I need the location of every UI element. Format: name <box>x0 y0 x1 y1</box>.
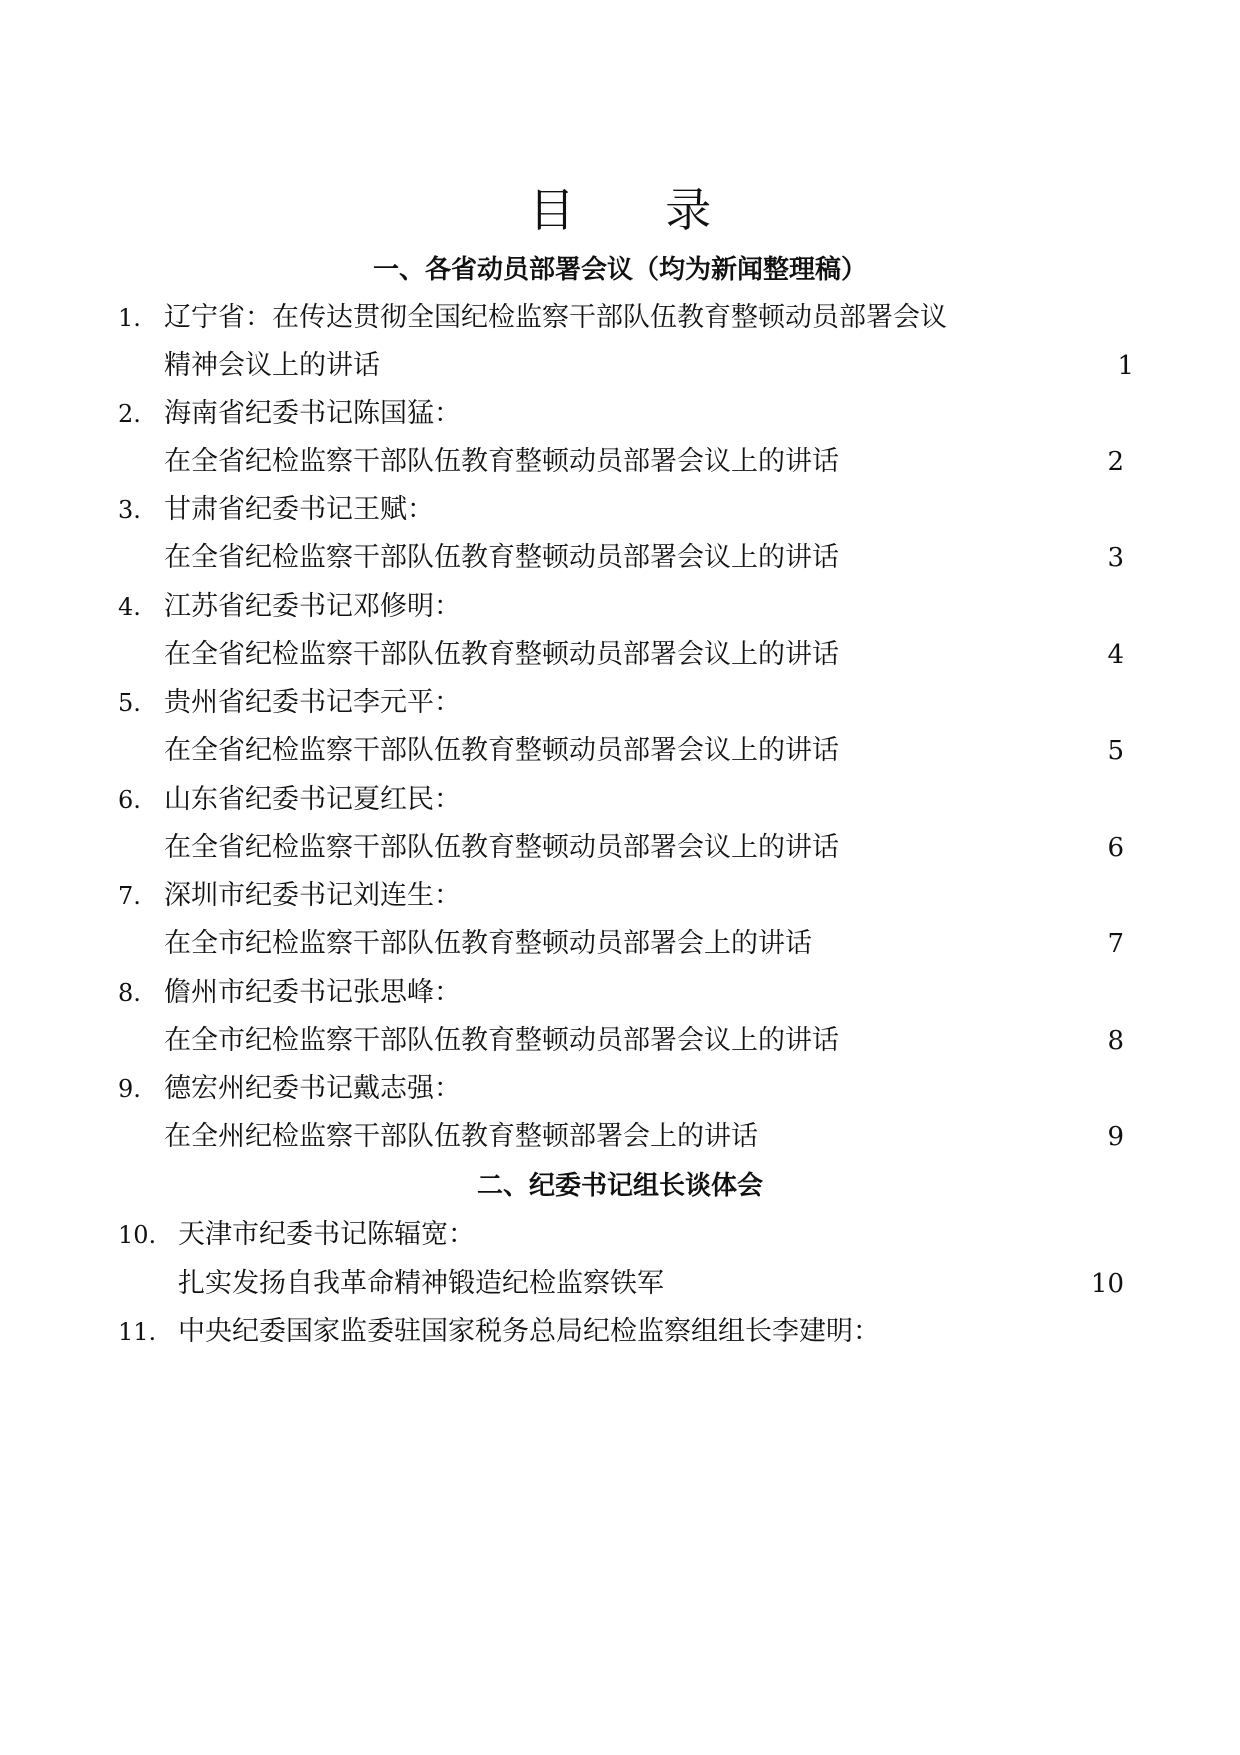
entry-page-number: 6 <box>1107 833 1124 863</box>
entry-title-line2: 在全州纪检监察干部队伍教育整顿部署会上的讲话 <box>164 1121 758 1152</box>
entry-title-line1: 甘肃省纪委书记王赋： <box>164 494 434 525</box>
toc-entry[interactable] <box>0 683 1240 723</box>
entry-page-number: 4 <box>1107 640 1124 670</box>
entry-number: 1. <box>118 304 141 332</box>
toc-entry[interactable] <box>0 973 1240 1013</box>
entry-title-line2: 在全省纪检监察干部队伍教育整顿动员部署会议上的讲话 <box>164 735 839 766</box>
entry-page-number: 5 <box>1107 736 1124 766</box>
toc-entry-line2[interactable] <box>0 731 1240 771</box>
entry-title-line2: 在全省纪检监察干部队伍教育整顿动员部署会议上的讲话 <box>164 832 839 863</box>
entry-page-number: 10 <box>1090 1269 1124 1299</box>
entry-page-number: 2 <box>1107 447 1124 477</box>
entry-number: 6. <box>118 786 141 814</box>
entry-page-number: 9 <box>1107 1122 1124 1152</box>
entry-page-number: 1 <box>1117 351 1134 381</box>
entry-title-line2: 在全省纪检监察干部队伍教育整顿动员部署会议上的讲话 <box>164 542 839 573</box>
entry-title-line2: 在全省纪检监察干部队伍教育整顿动员部署会议上的讲话 <box>164 639 839 670</box>
entry-number: 8. <box>118 979 141 1007</box>
toc-entry-line2[interactable] <box>0 346 1240 386</box>
entry-page-number: 3 <box>1107 543 1124 573</box>
toc-entry[interactable] <box>0 876 1240 916</box>
toc-entry[interactable] <box>0 298 1240 338</box>
section-heading: 一、各省动员部署会议（均为新闻整理稿） <box>372 255 867 285</box>
entry-title-line2: 精神会议上的讲话 <box>164 350 380 381</box>
entry-number: 10. <box>118 1221 157 1249</box>
toc-entry-line2[interactable] <box>0 442 1240 482</box>
entry-title-line1: 江苏省纪委书记邓修明： <box>164 591 461 622</box>
toc-entry-line2[interactable] <box>0 1117 1240 1157</box>
section-heading: 二、纪委书记组长谈体会 <box>476 1171 763 1201</box>
entry-number: 4. <box>118 593 141 621</box>
entry-title-line1: 山东省纪委书记夏红民： <box>164 784 461 815</box>
toc-entry[interactable] <box>0 490 1240 530</box>
entry-title-line2: 在全省纪检监察干部队伍教育整顿动员部署会议上的讲话 <box>164 446 839 477</box>
toc-entry-line2[interactable] <box>0 1264 1240 1304</box>
toc-entry[interactable] <box>0 780 1240 820</box>
toc-entry-line2[interactable] <box>0 828 1240 868</box>
toc-entry[interactable] <box>0 1215 1240 1255</box>
entry-title-line1: 德宏州纪委书记戴志强： <box>164 1073 461 1104</box>
entry-number: 11. <box>118 1318 157 1346</box>
entry-number: 9. <box>118 1075 141 1103</box>
entry-number: 3. <box>118 496 141 524</box>
entry-number: 5. <box>118 689 141 717</box>
entry-title-line1: 深圳市纪委书记刘连生： <box>164 880 461 911</box>
toc-entry[interactable] <box>0 1312 1240 1352</box>
entry-number: 2. <box>118 400 141 428</box>
entry-title-line2: 在全市纪检监察干部队伍教育整顿动员部署会上的讲话 <box>164 928 812 959</box>
entry-title-line1: 贵州省纪委书记李元平： <box>164 687 461 718</box>
toc-entry[interactable] <box>0 394 1240 434</box>
toc-entry-line2[interactable] <box>0 1021 1240 1061</box>
entry-title-line2: 扎实发扬自我革命精神锻造纪检监察铁军 <box>178 1268 664 1299</box>
toc-entry-line2[interactable] <box>0 924 1240 964</box>
entry-title-line1: 儋州市纪委书记张思峰： <box>164 977 461 1008</box>
entry-number: 7. <box>118 882 141 910</box>
entry-title-line1: 中央纪委国家监委驻国家税务总局纪检监察组组长李建明： <box>178 1316 880 1347</box>
page-title: 目 录 <box>528 183 750 237</box>
toc-entry[interactable] <box>0 587 1240 627</box>
entry-page-number: 8 <box>1107 1026 1124 1056</box>
entry-title-line1: 天津市纪委书记陈辐宽： <box>178 1219 475 1250</box>
toc-entry-line2[interactable] <box>0 538 1240 578</box>
entry-title-line1: 辽宁省：在传达贯彻全国纪检监察干部队伍教育整顿动员部署会议 <box>164 302 947 333</box>
entry-title-line1: 海南省纪委书记陈国猛： <box>164 398 461 429</box>
toc-entry-line2[interactable] <box>0 635 1240 675</box>
entry-title-line2: 在全市纪检监察干部队伍教育整顿动员部署会议上的讲话 <box>164 1025 839 1056</box>
entry-page-number: 7 <box>1107 929 1124 959</box>
toc-entry[interactable] <box>0 1069 1240 1109</box>
